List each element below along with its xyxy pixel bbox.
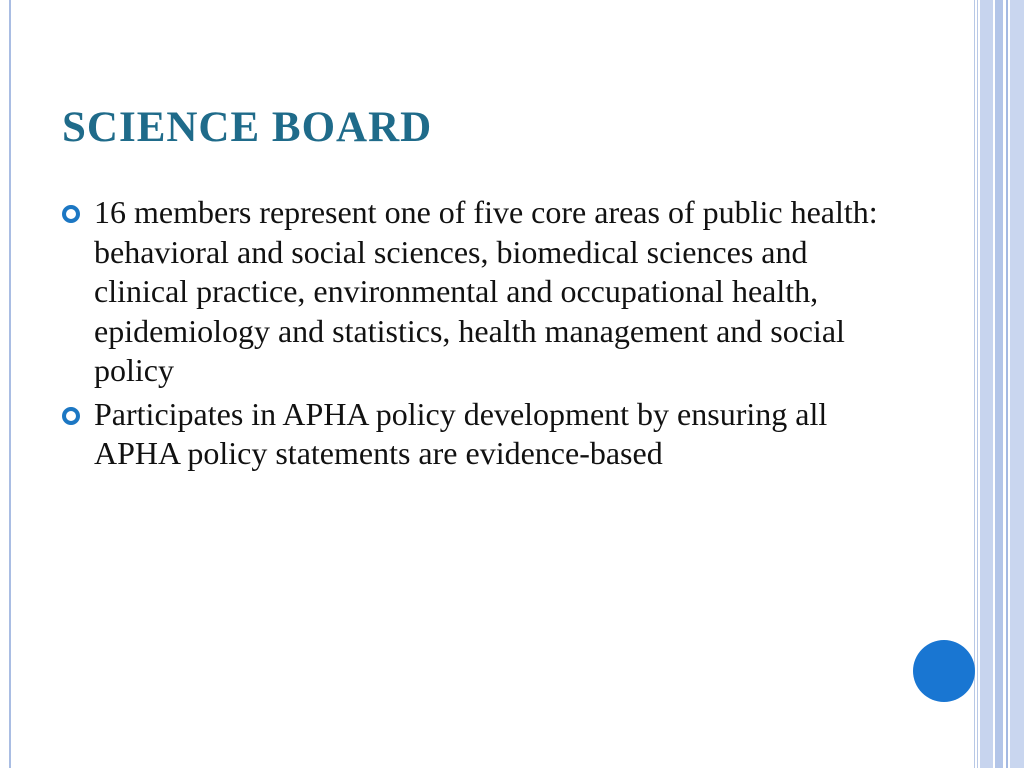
left-frame-line bbox=[9, 0, 11, 768]
bullet-item bbox=[62, 395, 882, 474]
border-line bbox=[977, 0, 978, 768]
border-line bbox=[974, 0, 975, 768]
ring-bullet-icon bbox=[62, 205, 80, 223]
right-decorative-border bbox=[974, 0, 1024, 768]
border-band bbox=[1010, 0, 1024, 768]
bullet-text: 16 members represent one of five core areas of public health: behavioral and social sciences, biomedical sciences and clinical practice, environmental and occupational health, epidemiology and statistics, health management and social policy bbox=[94, 194, 878, 388]
border-band bbox=[995, 0, 1003, 768]
bullet-item bbox=[62, 193, 882, 391]
border-band bbox=[980, 0, 993, 768]
ring-bullet-icon bbox=[62, 407, 80, 425]
bullet-text: Participates in APHA policy development by ensuring all APHA policy statements are evidence-based bbox=[94, 395, 828, 471]
bullet-list bbox=[62, 193, 882, 478]
border-line bbox=[1006, 0, 1008, 768]
slide-title: SCIENCE BOARD bbox=[62, 104, 433, 151]
accent-circle bbox=[913, 640, 975, 702]
